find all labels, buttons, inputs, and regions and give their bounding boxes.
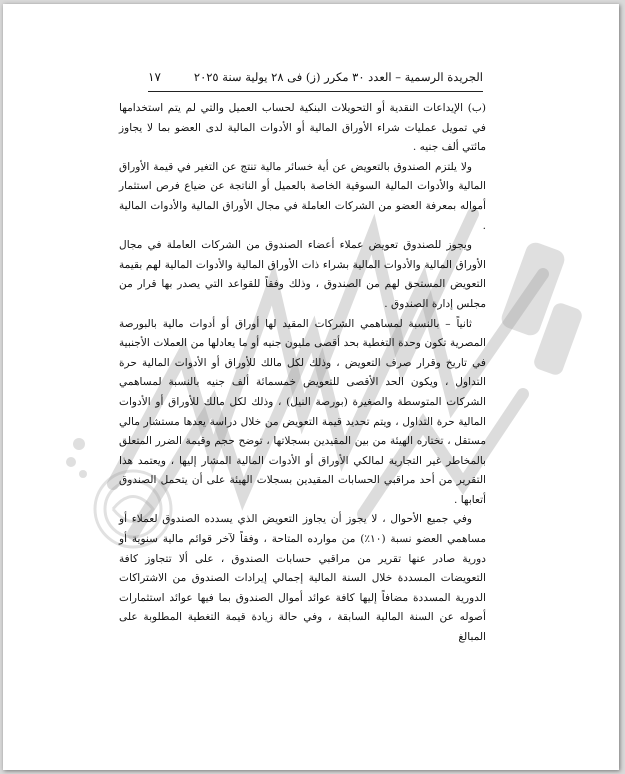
paragraph-compensation-purchase: ويجوز للصندوق تعويض عملاء أعضاء الصندوق من الشركات العاملة في مجال الأوراق المالية والأدوات المالية بشراء ذات الأوراق المالية والأدوات المالية لهم بقيمة التعويض المستحق لهم من الصندوق ، وذلك وفقاً للقواعد التي يصدر بها قرار من مجلس إدارة الصندوق . <box>119 239 486 310</box>
paragraph-no-liability: ولا يلتزم الصندوق بالتعويض عن أية خسائر مالية تنتج عن التغير في قيمة الأوراق المالية والأدوات المالية السوقية الخاصة بالعميل أو الناتجة عن ضياع فرص استثمار أمواله بمعرفة العضو من الشركات العاملة في مجال الأوراق المالية والأدوات المالية . <box>119 160 486 232</box>
document-page <box>3 4 619 770</box>
body-text <box>119 99 486 648</box>
header-title: الجريدة الرسمية – العدد ٣٠ مكرر (ز) فى ٢٨ يولية سنة ٢٠٢٥ <box>193 70 483 84</box>
paragraph-clause-b: (ب) الإيداعات النقدية أو التحويلات البنكية لحساب العميل والتي لم يتم استخدامها في تمويل عمليات شراء الأوراق المالية أو الأدوات المالية لدى العضو بما لا يجاوز مائتي ألف جنيه . <box>119 102 486 154</box>
page-number: ١٧ <box>148 70 161 84</box>
page-header <box>148 70 483 84</box>
paragraph-second-shareholders: ثانياً – بالنسبة لمساهمي الشركات المقيد لها أوراق أو أدوات مالية بالبورصة المصرية تكون وحدة التغطية بحد أقصى مليون جنيه أو ما يعادلها من العملات الأجنبية في تاريخ وقرار صرف التعويض ، وذلك لكل مالك للأوراق أو الأدوات المالية حرة التداول ، ويكون الحد الأقصى للتعويض خمسمائة ألف جنيه بالنسبة لمساهمي الشركات المتوسطة والصغيرة (بورصة النيل) ، وذلك لكل مالك للأوراق أو الأدوات المالية حرة التداول ، ويتم تحديد قيمة التعويض من خلال دراسة يعدها مستشار مالي مستقل ، تختاره الهيئة من بين المقيدين بسجلاتها ، توضح حجم وقيمة الضرر المتعلق بالمخاطر غير التجارية لمالكي الأوراق أو الأدوات المالية المشار إليها ، ويعتمد هذا التقرير من أحد مراقبي الحسابات المقيدين بسجلات الهيئة على أن يتحمل الصندوق أتعابها . <box>119 317 486 506</box>
header-divider <box>148 91 483 92</box>
paragraph-all-cases: وفي جميع الأحوال ، لا يجوز أن يجاوز التعويض الذي يسدده الصندوق لعملاء أو مساهمي العضو نسبة (١٠٪) من موارده المتاحة ، وفقاً لآخر قوائم مالية سنوية أو دورية صادر عنها تقرير من مراقبي حسابات الصندوق ، على ألا تتجاوز كافة التعويضات المسددة خلال السنة المالية إجمالي إيرادات الصندوق من الاشتراكات الدورية المسددة مضافاً إليها كافة عوائد أموال الصندوق بما فيها عوائد استثمارات أصوله عن السنة المالية السابقة ، وفي حالة زيادة قيمة التغطية المطلوبة على المبالغ <box>119 513 486 644</box>
